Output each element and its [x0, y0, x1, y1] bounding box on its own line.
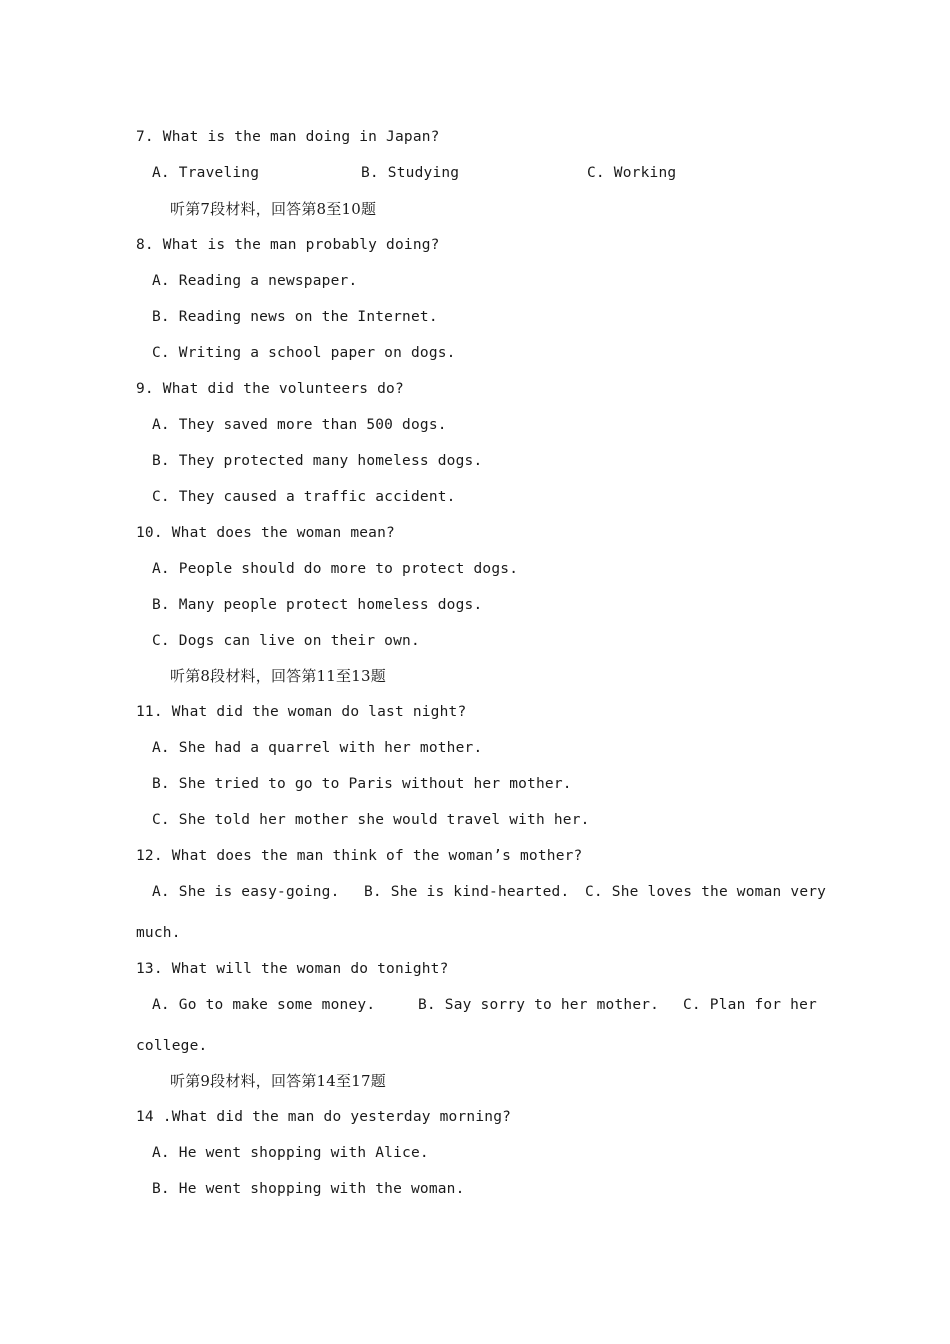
- question-10: 10. What does the woman mean?: [136, 525, 395, 541]
- q12-option-a: A. She is easy-going.: [152, 884, 340, 900]
- question-8: 8. What is the man probably doing?: [136, 237, 440, 253]
- question-9: 9. What did the volunteers do?: [136, 381, 404, 397]
- q13-option-b: B. Say sorry to her mother.: [418, 997, 660, 1013]
- question-11: 11. What did the woman do last night?: [136, 704, 467, 720]
- q10-option-b: B. Many people protect homeless dogs.: [152, 597, 483, 613]
- question-7: 7. What is the man doing in Japan?: [136, 129, 440, 145]
- q13-option-a: A. Go to make some money.: [152, 997, 376, 1013]
- q8-option-c: C. Writing a school paper on dogs.: [152, 345, 456, 361]
- q14-option-b: B. He went shopping with the woman.: [152, 1181, 465, 1197]
- q8-option-a: A. Reading a newspaper.: [152, 273, 358, 289]
- question-14: 14 .What did the man do yesterday morning?: [136, 1109, 512, 1125]
- q11-option-c: C. She told her mother she would travel with her.: [152, 812, 590, 828]
- q10-option-a: A. People should do more to protect dogs.: [152, 561, 519, 577]
- q7-option-a: A. Traveling: [152, 165, 260, 181]
- section-7-heading: 听第7段材料，回答第8至10题: [170, 200, 377, 218]
- q11-option-a: A. She had a quarrel with her mother.: [152, 740, 483, 756]
- q12-option-c-continuation: much.: [136, 925, 181, 941]
- question-12: 12. What does the man think of the woman’s mother?: [136, 848, 583, 864]
- q13-option-c: C. Plan for her: [683, 997, 817, 1013]
- q8-option-b: B. Reading news on the Internet.: [152, 309, 438, 325]
- q11-option-b: B. She tried to go to Paris without her mother.: [152, 776, 572, 792]
- q7-option-b: B. Studying: [361, 165, 460, 181]
- q12-option-c: C. She loves the woman very: [585, 884, 827, 900]
- q13-option-c-continuation: college.: [136, 1038, 208, 1054]
- q9-option-b: B. They protected many homeless dogs.: [152, 453, 483, 469]
- section-8-heading: 听第8段材料，回答第11至13题: [170, 667, 386, 685]
- q9-option-a: A. They saved more than 500 dogs.: [152, 417, 447, 433]
- section-9-heading: 听第9段材料，回答第14至17题: [170, 1072, 386, 1090]
- q9-option-c: C. They caused a traffic accident.: [152, 489, 456, 505]
- q7-option-c: C. Working: [587, 165, 677, 181]
- q12-option-b: B. She is kind-hearted.: [364, 884, 570, 900]
- question-13: 13. What will the woman do tonight?: [136, 961, 449, 977]
- q10-option-c: C. Dogs can live on their own.: [152, 633, 420, 649]
- q14-option-a: A. He went shopping with Alice.: [152, 1145, 429, 1161]
